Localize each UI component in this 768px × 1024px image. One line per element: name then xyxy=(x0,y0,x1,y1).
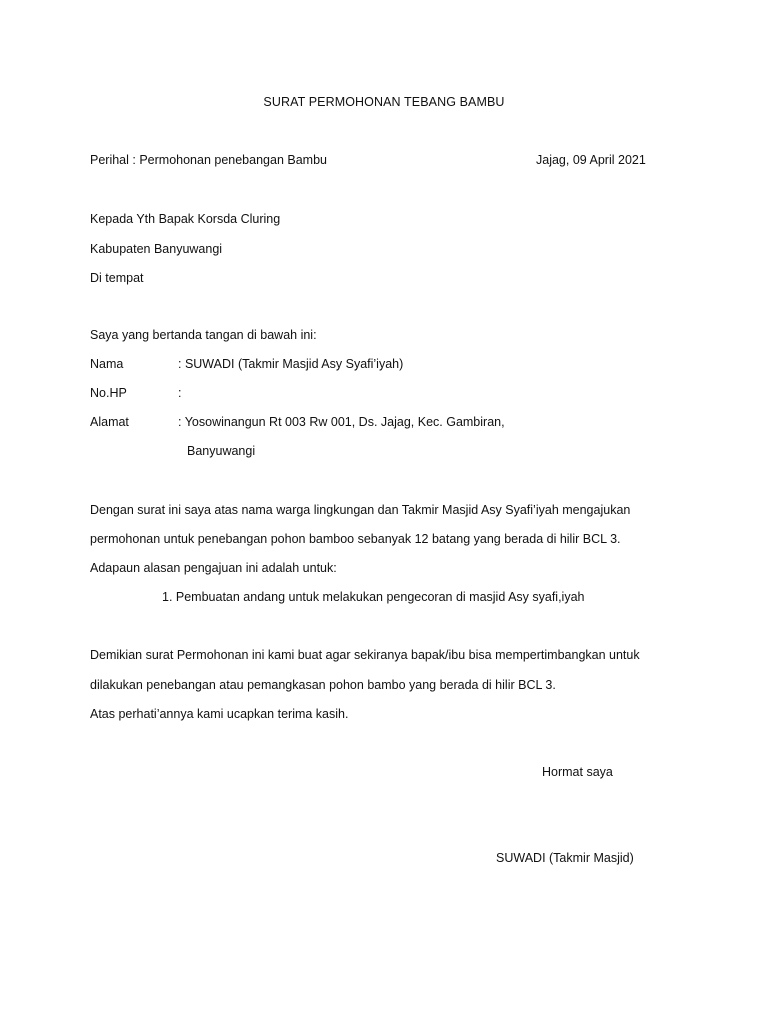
body-paragraph-line: Dengan surat ini saya atas nama warga lingkungan dan Takmir Masjid Asy Syafi’iyah mengajukan xyxy=(90,503,631,517)
field-label-phone: No.HP xyxy=(90,386,127,400)
field-value-address: : Yosowinangun Rt 003 Rw 001, Ds. Jajag, Kec. Gambiran, xyxy=(178,415,505,429)
body-paragraph-line: permohonan untuk penebangan pohon bamboo sebanyak 12 batang yang berada di hilir BCL 3. xyxy=(90,532,621,546)
recipient-line: Di tempat xyxy=(90,271,144,285)
field-value-address-continued: Banyuwangi xyxy=(187,444,256,458)
closing-paragraph-line: dilakukan penebangan atau pemangkasan pohon bambo yang berada di hilir BCL 3. xyxy=(90,678,556,692)
field-label-address: Alamat xyxy=(90,415,129,429)
intro-line: Saya yang bertanda tangan di bawah ini: xyxy=(90,328,317,342)
field-label-name: Nama xyxy=(90,357,124,371)
reason-list-item: 1. Pembuatan andang untuk melakukan pengecoran di masjid Asy syafi,iyah xyxy=(162,590,585,604)
closing-paragraph-line: Demikian surat Permohonan ini kami buat agar sekiranya bapak/ibu bisa mempertimbangkan untuk xyxy=(90,648,640,662)
closing-paragraph-line: Atas perhati’annya kami ucapkan terima kasih. xyxy=(90,707,349,721)
signer-name: SUWADI (Takmir Masjid) xyxy=(496,851,634,865)
subject-line: Perihal : Permohonan penebangan Bambu xyxy=(90,153,327,167)
body-paragraph-line: Adapaun alasan pengajuan ini adalah untuk: xyxy=(90,561,337,575)
place-date: Jajag, 09 April 2021 xyxy=(536,153,646,167)
recipient-line: Kepada Yth Bapak Korsda Cluring xyxy=(90,212,281,226)
letter-title: SURAT PERMOHONAN TEBANG BAMBU xyxy=(263,95,505,109)
recipient-line: Kabupaten Banyuwangi xyxy=(90,242,223,256)
field-value-phone: : xyxy=(178,386,182,400)
field-value-name: : SUWADI (Takmir Masjid Asy Syafi’iyah) xyxy=(178,357,404,371)
regards-line: Hormat saya xyxy=(542,765,613,779)
